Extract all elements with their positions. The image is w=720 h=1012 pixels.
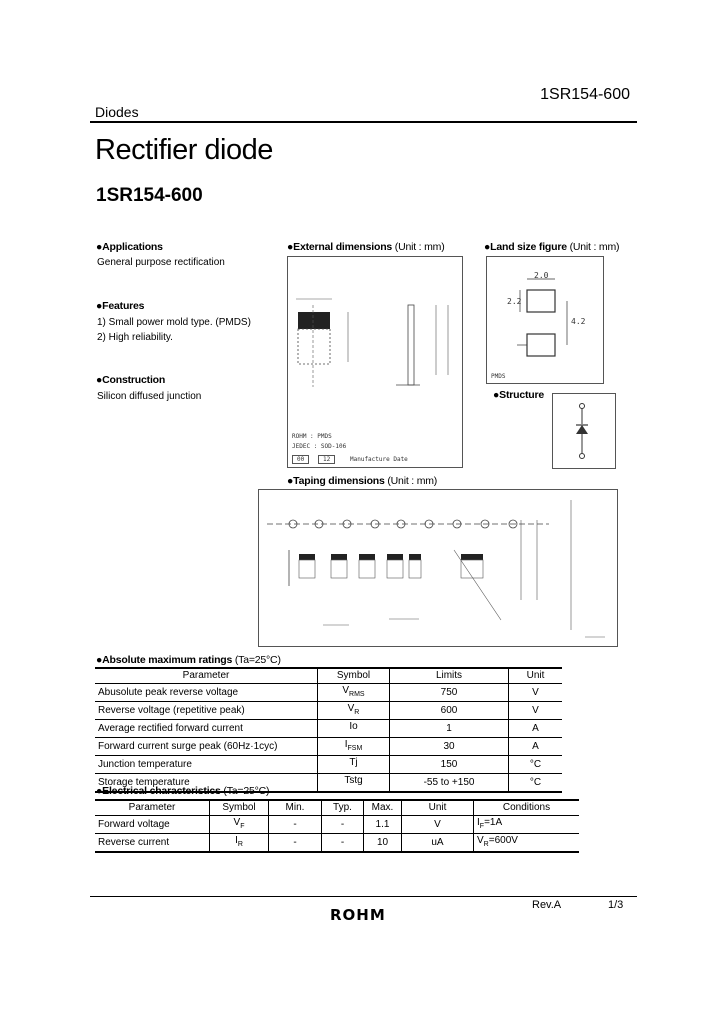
- unit-cell: °C: [509, 755, 563, 773]
- param-cell: Average rectified forward current: [95, 719, 318, 737]
- revision-label: Rev.A: [532, 899, 562, 911]
- table-row: [95, 815, 579, 833]
- taping-heading: [287, 475, 437, 487]
- table-header-row: [95, 800, 579, 815]
- column-header: Limits: [390, 668, 509, 683]
- typ-cell: -: [322, 833, 364, 852]
- land-dim-width: 2.0: [534, 271, 549, 280]
- page-number: 1/3: [608, 899, 624, 911]
- symbol-text: V: [233, 816, 241, 828]
- param-cell: Storage temperature: [95, 773, 318, 792]
- unit-cell: °C: [509, 773, 563, 792]
- feature-item: 2) High reliability.: [97, 332, 173, 343]
- min-cell: -: [269, 815, 322, 833]
- part-number-header: 1SR154-600: [540, 86, 630, 103]
- column-header: Conditions: [474, 800, 580, 815]
- column-header: Unit: [402, 800, 474, 815]
- conditions-cell: [474, 833, 580, 852]
- column-header: Max.: [364, 800, 402, 815]
- unit-cell: V: [509, 683, 563, 701]
- column-header: Symbol: [318, 668, 390, 683]
- marking-code: 12: [318, 455, 335, 464]
- abs-max-table: [95, 667, 562, 793]
- bullet-icon: ●: [484, 241, 491, 253]
- features-heading-text: Features: [102, 300, 145, 312]
- cond-subscript: F: [479, 822, 485, 830]
- footer-rule: [90, 896, 637, 897]
- unit-cell: V: [402, 815, 474, 833]
- symbol-subscript: R: [237, 840, 243, 848]
- taping-figure: [258, 489, 618, 647]
- limit-cell: -55 to +150: [390, 773, 509, 792]
- column-header: Min.: [269, 800, 322, 815]
- unit-cell: A: [509, 719, 563, 737]
- cond-subscript: R: [483, 840, 489, 848]
- abs-max-heading-text: Absolute maximum ratings: [102, 654, 233, 666]
- electrical-heading-text: Electrical characteristics: [102, 785, 221, 797]
- symbol-cell: [318, 719, 390, 737]
- bullet-icon: ●: [96, 374, 103, 386]
- bullet-icon: ●: [96, 654, 103, 666]
- tape-reel-drawing: [259, 490, 617, 646]
- column-header: Symbol: [210, 800, 269, 815]
- table-row: [95, 833, 579, 852]
- column-header: Parameter: [95, 800, 210, 815]
- taping-unit: (Unit : mm): [387, 475, 438, 487]
- abs-max-heading: [96, 654, 281, 666]
- symbol-text: I: [235, 834, 238, 846]
- table-row: [95, 719, 562, 737]
- symbol-subscript: RMS: [349, 690, 365, 698]
- symbol-cell: [318, 737, 390, 755]
- land-size-heading-text: Land size figure: [490, 241, 567, 253]
- external-dimensions-heading-text: External dimensions: [293, 241, 393, 253]
- external-dimensions-figure: [287, 256, 463, 468]
- rohm-logo: ROHM: [330, 906, 386, 924]
- symbol-subscript: F: [240, 822, 245, 830]
- bullet-icon: ●: [96, 785, 103, 797]
- construction-heading-text: Construction: [102, 374, 166, 386]
- symbol-text: V: [342, 684, 350, 696]
- table-header-row: [95, 668, 562, 683]
- taping-heading-text: Taping dimensions: [293, 475, 385, 487]
- land-dim-pad: 2.2: [507, 297, 522, 306]
- applications-heading: [96, 241, 163, 253]
- package-label-jedec: JEDEC : SOD-106: [292, 443, 347, 450]
- external-dimensions-unit: (Unit : mm): [394, 241, 445, 253]
- land-size-figure: [486, 256, 604, 384]
- table-row: [95, 737, 562, 755]
- max-cell: 1.1: [364, 815, 402, 833]
- max-cell: 10: [364, 833, 402, 852]
- symbol-text: Tstg: [344, 774, 363, 786]
- symbol-text: V: [347, 702, 355, 714]
- param-cell: Abusolute peak reverse voltage: [95, 683, 318, 701]
- category-label: Diodes: [95, 104, 139, 120]
- unit-cell: V: [509, 701, 563, 719]
- column-header: Unit: [509, 668, 563, 683]
- cond-symbol: V: [477, 834, 484, 846]
- external-dimensions-heading: [287, 241, 445, 253]
- param-cell: Forward current surge peak (60Hz·1cyc): [95, 737, 318, 755]
- param-cell: Reverse voltage (repetitive peak): [95, 701, 318, 719]
- table-row: [95, 701, 562, 719]
- symbol-cell: [210, 833, 269, 852]
- electrical-condition: (Ta=25°C): [223, 785, 270, 797]
- limit-cell: 1: [390, 719, 509, 737]
- column-header: Parameter: [95, 668, 318, 683]
- feature-item: 1) Small power mold type. (PMDS): [97, 317, 251, 328]
- symbol-cell: [318, 683, 390, 701]
- limit-cell: 30: [390, 737, 509, 755]
- bullet-icon: ●: [96, 300, 103, 312]
- symbol-cell: [318, 773, 390, 792]
- param-cell: Reverse current: [95, 833, 210, 852]
- abs-max-condition: (Ta=25°C): [234, 654, 281, 666]
- limit-cell: 750: [390, 683, 509, 701]
- land-size-unit: (Unit : mm): [569, 241, 620, 253]
- diode-symbol-icon: [553, 394, 615, 468]
- construction-heading: [96, 374, 165, 386]
- construction-text: Silicon diffused junction: [97, 391, 202, 402]
- param-cell: Junction temperature: [95, 755, 318, 773]
- applications-heading-text: Applications: [102, 241, 163, 253]
- features-heading: [96, 300, 144, 312]
- structure-figure: [552, 393, 616, 469]
- symbol-subscript: R: [354, 708, 360, 716]
- page-title: Rectifier diode: [95, 134, 273, 166]
- cond-symbol: I: [477, 816, 480, 828]
- table-row: [95, 683, 562, 701]
- electrical-table: [95, 799, 579, 853]
- structure-heading: [493, 389, 544, 401]
- symbol-text: Tj: [349, 756, 358, 768]
- package-label-rohm: ROHM : PMDS: [292, 433, 332, 440]
- bullet-icon: ●: [493, 389, 500, 401]
- bullet-icon: ●: [287, 475, 294, 487]
- symbol-subscript: FSM: [347, 744, 363, 752]
- symbol-cell: [210, 815, 269, 833]
- electrical-heading: [96, 785, 269, 797]
- symbol-text: Io: [349, 720, 358, 732]
- conditions-cell: [474, 815, 580, 833]
- param-cell: Forward voltage: [95, 815, 210, 833]
- min-cell: -: [269, 833, 322, 852]
- product-subtitle: 1SR154-600: [96, 185, 203, 206]
- symbol-cell: [318, 755, 390, 773]
- applications-text: General purpose rectification: [97, 257, 225, 268]
- typ-cell: -: [322, 815, 364, 833]
- symbol-text: I: [344, 738, 348, 750]
- column-header: Typ.: [322, 800, 364, 815]
- table-row: [95, 755, 562, 773]
- structure-heading-text: Structure: [499, 389, 545, 401]
- bullet-icon: ●: [96, 241, 103, 253]
- limit-cell: 150: [390, 755, 509, 773]
- marking-code: 00: [292, 455, 309, 464]
- bullet-icon: ●: [287, 241, 294, 253]
- unit-cell: uA: [402, 833, 474, 852]
- cond-value: =600V: [488, 834, 518, 846]
- symbol-cell: [318, 701, 390, 719]
- manufacture-date-label: Manufacture Date: [350, 456, 408, 463]
- unit-cell: A: [509, 737, 563, 755]
- cond-value: =1A: [484, 816, 503, 828]
- land-dim-total: 4.2: [571, 317, 586, 326]
- limit-cell: 600: [390, 701, 509, 719]
- land-size-heading: [484, 241, 619, 253]
- header-rule: [90, 121, 637, 123]
- land-package-label: PMDS: [491, 373, 506, 380]
